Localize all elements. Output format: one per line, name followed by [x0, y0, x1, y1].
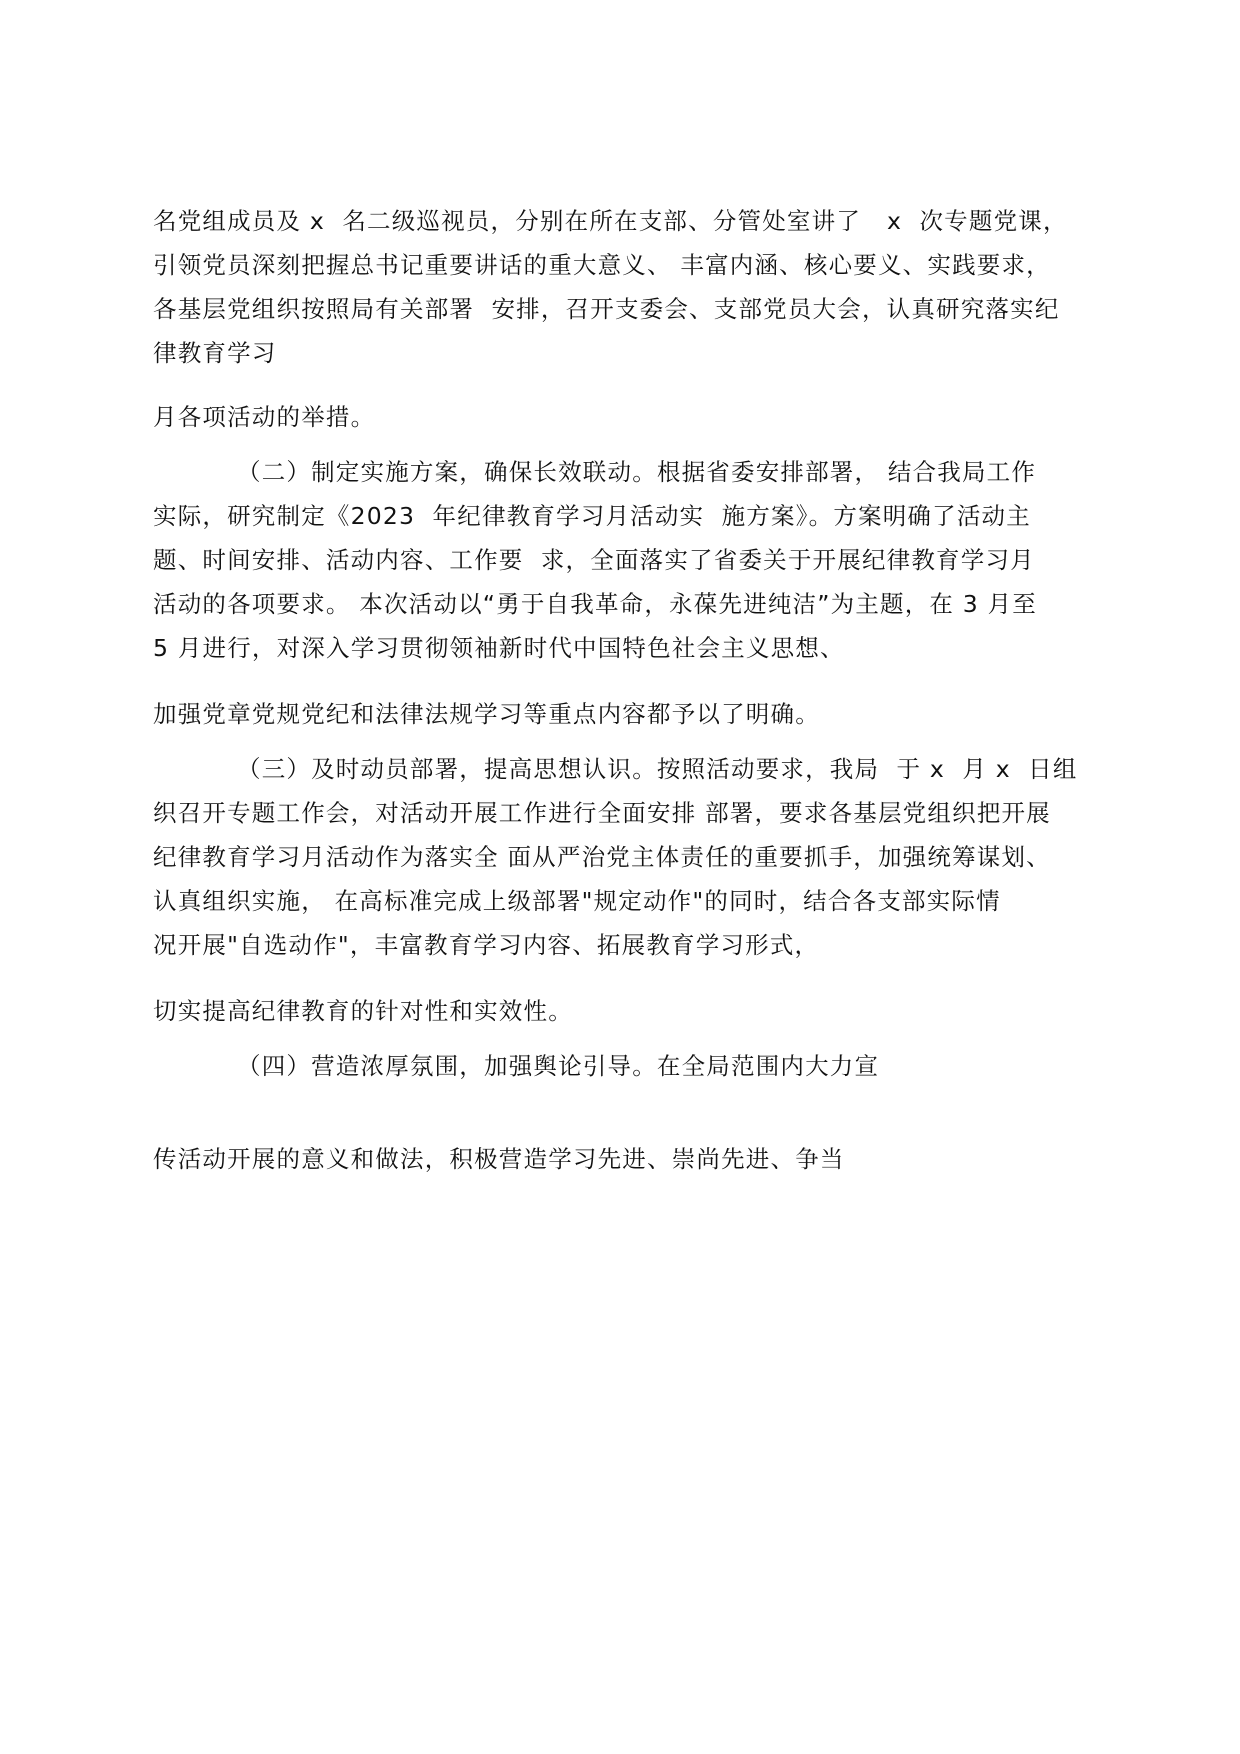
section-two-line-6: 加强党章党规党纪和法律法规学习等重点内容都予以了明确。	[153, 700, 820, 728]
section-three-heading-line: （三）及时动员部署，提高思想认识。按照活动要求，我局 于 x 月 x 日组	[237, 755, 1078, 783]
section-three-line-2: 织召开专题工作会，对活动开展工作进行全面安排 部署，要求各基层党组织把开展	[153, 799, 1051, 827]
section-two-heading-line: （二）制定实施方案，确保长效联动。根据省委安排部署， 结合我局工作	[237, 458, 1037, 486]
section-three-line-3: 纪律教育学习月活动作为落实全 面从严治党主体责任的重要抓手，加强统筹谋划、	[153, 843, 1051, 871]
section-four-heading-line: （四）营造浓厚氛围，加强舆论引导。在全局范围内大力宣	[237, 1052, 880, 1080]
paragraph-line-3: 各基层党组织按照局有关部署 安排，召开支委会、支部党员大会，认真研究落实纪	[153, 295, 1060, 323]
section-two-line-2: 实际，研究制定《2023 年纪律教育学习月活动实 施方案》。方案明确了活动主	[153, 502, 1031, 530]
paragraph-line-2: 引领党员深刻把握总书记重要讲话的重大意义、 丰富内涵、核心要义、实践要求，	[153, 251, 1051, 279]
paragraph-line-5: 月各项活动的举措。	[153, 403, 376, 431]
section-four-line-2: 传活动开展的意义和做法，积极营造学习先进、崇尚先进、争当	[153, 1145, 845, 1173]
section-two-line-3: 题、时间安排、活动内容、工作要 求，全面落实了省委关于开展纪律教育学习月	[153, 546, 1035, 574]
paragraph-line-1: 名党组成员及 x 名二级巡视员，分别在所在支部、分管处室讲了 x 次专题党课，	[153, 207, 1068, 235]
section-three-line-5: 况开展"自选动作"，丰富教育学习内容、拓展教育学习形式，	[153, 931, 820, 959]
section-three-line-6: 切实提高纪律教育的针对性和实效性。	[153, 997, 573, 1025]
paragraph-line-4: 律教育学习	[153, 339, 277, 367]
section-two-line-4: 活动的各项要求。 本次活动以“勇于自我革命，永葆先进纯洁”为主题，在 3 月至	[153, 590, 1038, 618]
section-three-line-4: 认真组织实施， 在高标准完成上级部署"规定动作"的同时，结合各支部实际情	[153, 887, 1001, 915]
section-two-line-5: 5 月进行，对深入学习贯彻领袖新时代中国特色社会主义思想、	[153, 634, 845, 662]
